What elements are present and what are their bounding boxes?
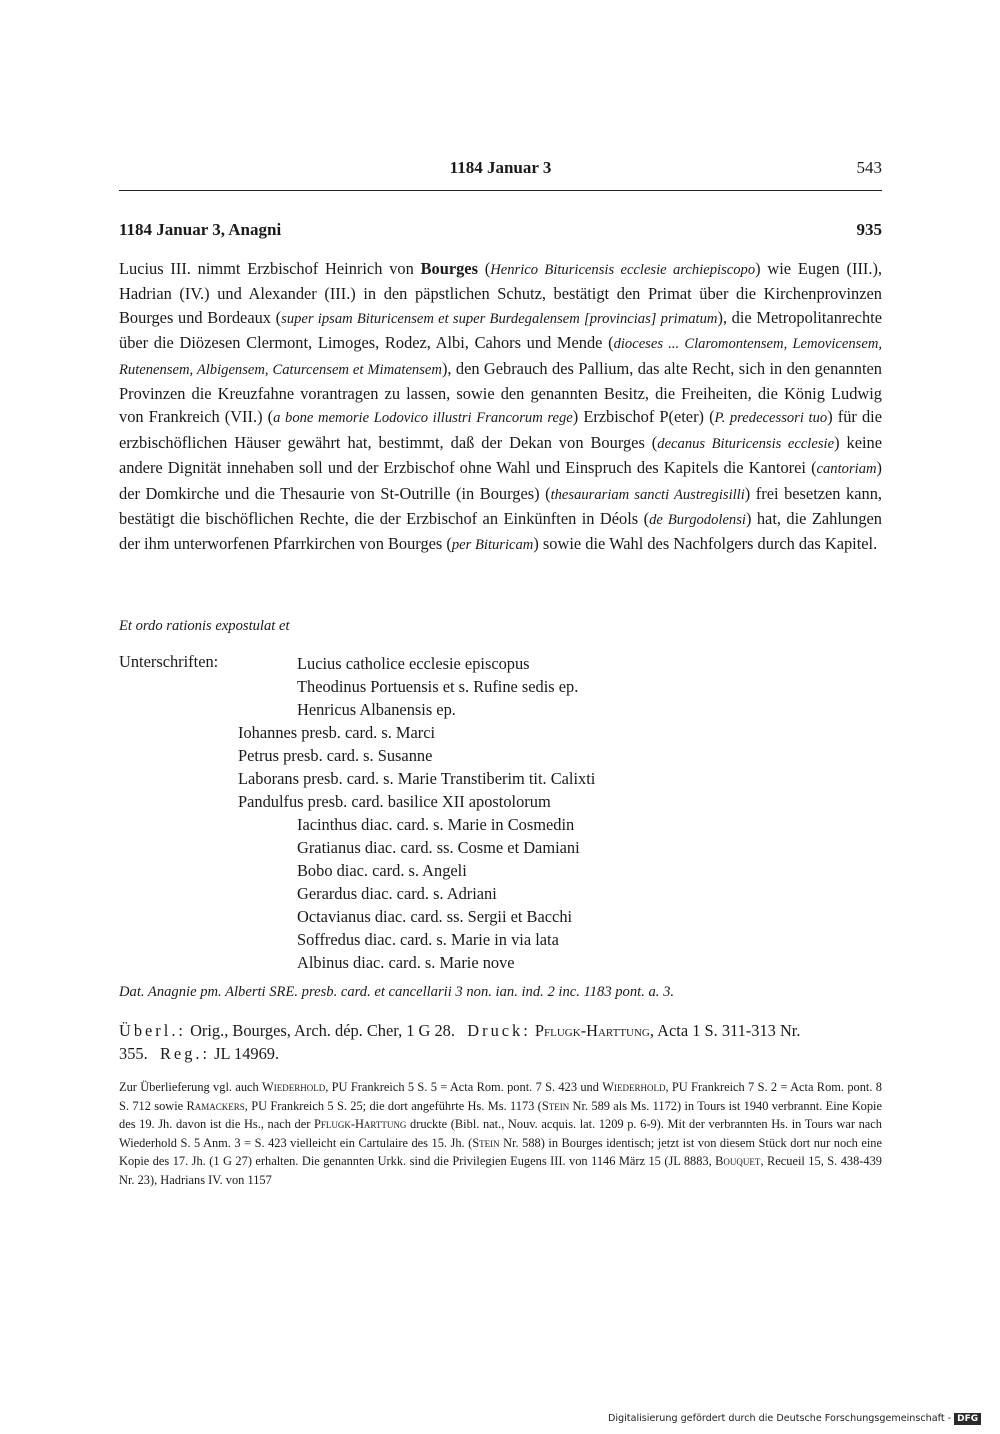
ueberl-text: Orig., Bourges, Arch. dép. Cher, 1 G 28. [185,1021,455,1040]
dfg-logo: DFG [954,1413,981,1425]
subscription-line: Henricus Albanensis ep. [297,700,456,719]
entry-number: 935 [856,220,882,239]
regest-quote: a bone memorie Lodovico illustri Francorum rege [273,410,573,427]
regest-quote: thesaurariam sancti Austregisilli [550,486,745,503]
subscription-line: Iohannes presb. card. s. Marci [238,723,436,742]
subscription-line: Gerardus diac. card. s. Adriani [297,884,497,903]
regest-text: ) frei besetzen kann, bestätigt die bischöflichen Rechte, die der Erzbischof an Einkünften in Déols ( [119,483,882,529]
note-author: Stein [472,1135,500,1150]
subscription-line: Soffredus diac. card. s. Marie in via lata [297,930,559,949]
regest-text: ) hat, die Zahlungen der ihm unterworfenen Pfarrkirchen von Bourges ( [119,509,882,554]
regest-text: ) der Domkirche und die Thesaurie von St-Outrille (in Bourges) ( [119,458,882,503]
regest-quote: Henrico Bituricensis ecclesie archiepiscopo [490,262,756,278]
running-header [119,156,882,186]
note-author: Stein [541,1098,570,1113]
note-text: Nr. 588) in Bourges identisch; jetzt ist von diesem Stück dort nur noch eine Kopie des 17. Jh. (1 G 27) erhalten. Die genannten Urkk. sind die Privilegien Eugens III. von 1146 März 15 (JL 8883, [119,1135,882,1169]
regest-text: ) sowie die Wahl des Nachfolgers durch das Kapitel. [533,534,878,554]
datum-line: Dat. Anagnie pm. Alberti SRE. presb. card. et cancellarii 3 non. ian. ind. 2 inc. 1183 pont. a. 3. [119,984,675,1000]
regest-text: Lucius III. nimmt Erzbischof Heinrich von [119,259,421,278]
druck-text: , Acta 1 S. 311-313 Nr. 355. [119,1021,801,1063]
note-author: Pflugk-Harttung [313,1117,407,1132]
incipit: Et ordo rationis expostulat et [119,618,290,634]
note-author: Wiederhold [602,1080,666,1094]
entry-header [119,220,882,244]
header-rule [119,190,882,191]
subscriptions-label: Unterschriften: [119,652,219,671]
regest-text: ), die Metropolitanrechte über die Diözesen Clermont, Limoges, Rodez, Albi, Cahors und Mende ( [119,307,882,353]
transmission-block [119,1019,882,1065]
regest-quote: per Bituricam [451,537,534,554]
regest-quote: super ipsam Bituricensem et super Burdegalensem [provincias] primatum [281,310,718,327]
regest-text: ) Erzbischof P(eter) ( [572,407,715,427]
reg-text: JL 14969. [210,1044,280,1063]
subscription-line: Laborans presb. card. s. Marie Transtiberim tit. Calixti [238,769,596,788]
entry-date-place: 1184 Januar 3, Anagni [119,220,282,239]
subscription-line: Bobo diac. card. s. Angeli [297,861,467,880]
regest-quote: cantoriam [816,461,877,478]
subscription-line: Pandulfus presb. card. basilice XII apostolorum [238,792,551,811]
regest-paragraph [119,257,882,558]
regest-quote: P. predecessori tuo [714,410,828,427]
footnote-paragraph [119,1078,882,1190]
reg-label: Reg.: [159,1044,211,1063]
druck-label: Druck: [467,1021,531,1040]
regest-text: ), den Gebrauch des Pallium, das alte Recht, sich in den genannten Provinzen die Kreuzfahne vorantragen zu lassen, sowie den genannten Besitz, die Freiheiten, die König Ludwig von Frankreich (VII.) ( [119,358,883,427]
regest-text: ) wie Eugen (III.), Hadrian (IV.) und Alexander (III.) in den päpstlichen Schutz, bestätigt den Primat über die Kirchenprovinzen Bourges und Bordeaux ( [119,259,883,327]
regest-place-bold: Bourges [420,259,478,278]
digitization-credit [608,1413,981,1425]
note-text: Zur Überlieferung vgl. auch [119,1080,263,1094]
subscription-line: Albinus diac. card. s. Marie nove [297,953,515,972]
page-number: 543 [856,158,882,177]
note-author: Ramackers [186,1098,245,1113]
subscription-line: Petrus presb. card. s. Susanne [238,746,433,765]
running-title: 1184 Januar 3 [449,158,552,177]
note-author: Bouquet [715,1154,761,1169]
note-text: , PU Frankreich 5 S. 25; die dort angeführte Hs. Ms. 1173 ( [244,1098,542,1113]
regest-text: ) für die erzbischöflichen Häuser gewährt hat, bestimmt, daß der Dekan von Bourges ( [119,407,882,452]
regest-quote: de Burgodolensi [649,512,746,529]
credit-text: Digitalisierung gefördert durch die Deutsche Forschungsgemeinschaft - [608,1413,952,1424]
subscription-line: Theodinus Portuensis et s. Rufine sedis ep. [297,677,579,696]
subscription-line: Lucius catholice ecclesie episcopus [297,654,530,673]
subscription-line: Gratianus diac. card. ss. Cosme et Damiani [297,838,580,857]
note-text: , PU Frankreich 7 S. 2 = Acta Rom. pont. 8 S. 712 sowie [119,1080,882,1113]
note-text: Nr. 589 als Ms. 1172) in Tours ist 1940 verbrannt. Eine Kopie des 19. Jh. davon ist die Hs., nach der [119,1098,882,1132]
regest-quote: dioceses ... Claromontensem, Lemovicensem, Rutenensem, Albigensem, Caturcensem et Mimatensem [119,336,883,378]
regest-text: ( [477,259,491,278]
subscription-line: Octavianus diac. card. ss. Sergii et Bacchi [297,907,573,926]
note-text: druckte (Bibl. nat., Nouv. acquis. lat. 1209 p. 6-9). Mit der verbrannten Hs. in Tours war nach Wiederhold S. 5 Anm. 3 = S. 423 vielleicht ein Cartulaire des 15. Jh. ( [119,1117,882,1150]
regest-quote: decanus Bituricensis ecclesie [657,435,835,452]
ueberl-label: Überl.: [119,1021,186,1040]
note-text: , PU Frankreich 5 S. 5 = Acta Rom. pont. 7 S. 423 und [325,1080,603,1094]
druck-author: Pflugk-Harttung [534,1021,650,1040]
note-text: , Recueil 15, S. 438-439 Nr. 23), Hadrians IV. von 1157 [119,1154,882,1187]
regest-text: ) keine andere Dignität innehaben soll und der Erzbischof ohne Wahl und Einspruch des Kapitels die Kantorei ( [119,432,882,478]
note-author: Wiederhold [262,1080,326,1094]
subscription-line: Iacinthus diac. card. s. Marie in Cosmedin [297,815,575,834]
